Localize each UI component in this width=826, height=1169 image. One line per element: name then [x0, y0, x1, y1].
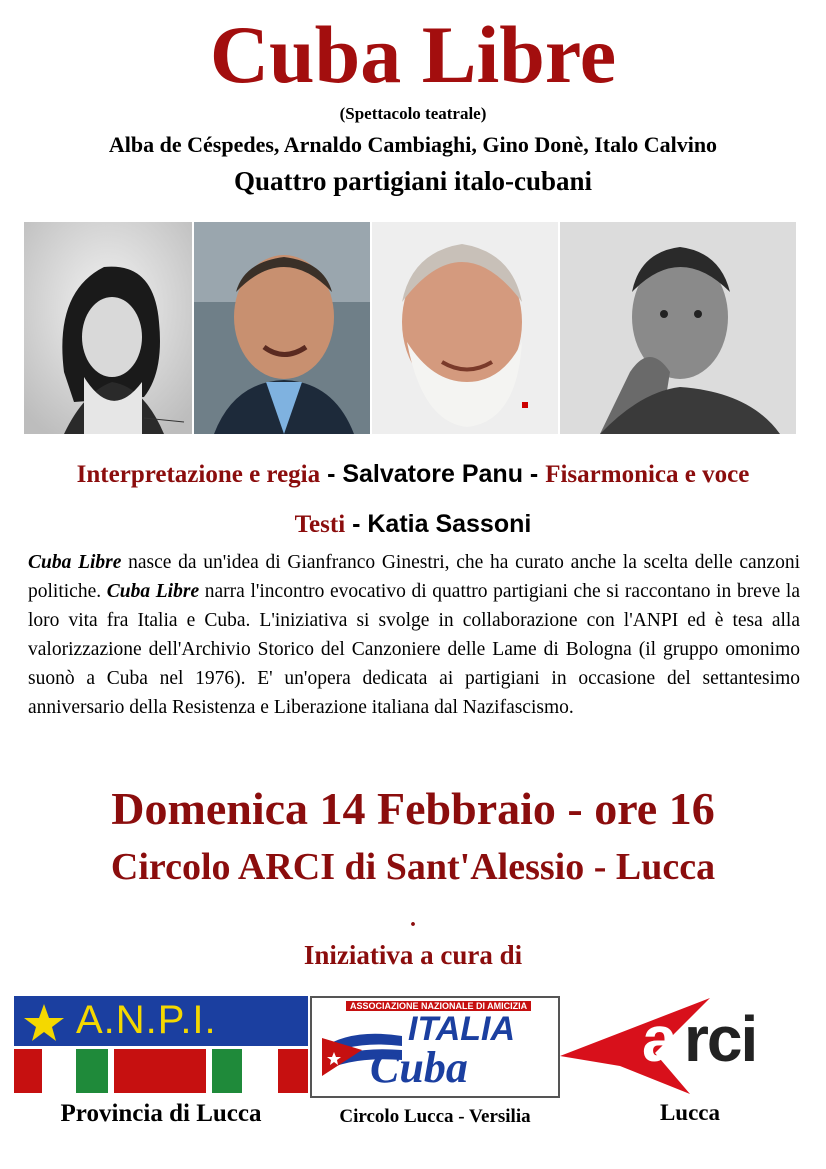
- portrait-smiling-man: [194, 222, 370, 434]
- credits-line-1: [0, 460, 826, 489]
- show-title-emphasis: Cuba Libre: [106, 581, 200, 602]
- credits-line-2: [0, 510, 826, 539]
- portrait-bearded-man: [372, 222, 558, 434]
- description-paragraph: [28, 548, 800, 722]
- arci-logo: [560, 998, 816, 1094]
- role-music: Fisarmonica e voce: [545, 461, 750, 488]
- anpi-caption: Provincia di Lucca: [60, 1100, 262, 1127]
- portrait-man-hand-on-chin: [560, 222, 796, 434]
- italia-cuba-caption: Circolo Lucca - Versilia: [339, 1106, 531, 1127]
- arci-wordmark-rci: rci: [684, 1003, 757, 1075]
- separator: -: [522, 460, 546, 488]
- italia-wordmark: ITALIA: [408, 1010, 516, 1048]
- description-text: narra l'incontro evocativo di quattro partigiani che si raccontano in breve la loro vita fra Italia e Cuba. L'iniziativa si svolge in collaborazione con l'ANPI ed è tesa alla valorizzazione dell'Archivio Storico del Canzoniere delle Lame di Bologna (il gruppo omonimo suonò a Cuba nel 1976). E' un'opera dedicata ai partigiani in occasione del settantesimo anniversario della Resistenza e Liberazione italiana dal Nazifascismo.: [28, 581, 800, 718]
- anpi-logo: [14, 996, 308, 1096]
- anpi-wordmark: A.N.P.I.: [76, 998, 217, 1042]
- separator-dot: .: [410, 906, 416, 932]
- portrait-strip: [24, 222, 796, 434]
- show-title-emphasis: Cuba Libre: [28, 552, 122, 573]
- event-venue: Circolo ARCI di Sant'Alessio - Lucca: [110, 846, 716, 888]
- performer-name: Salvatore Panu: [342, 460, 523, 488]
- role-direction: Interpretazione e regia: [76, 461, 321, 488]
- author-name: Katia Sassoni: [367, 510, 532, 538]
- separator: -: [320, 460, 343, 488]
- association-banner: ASSOCIAZIONE NAZIONALE DI AMICIZIA: [346, 1001, 531, 1011]
- role-texts: Testi: [294, 511, 346, 538]
- arci-wordmark-a: a: [642, 1003, 676, 1075]
- arci-caption: Lucca: [659, 1100, 721, 1125]
- cuba-wordmark: Cuba: [370, 1043, 468, 1092]
- separator: -: [345, 510, 368, 538]
- description-text: nasce da un'idea di Gianfranco Ginestri, che ha curato anche la scelta delle canzoni politiche.: [28, 552, 800, 602]
- portrait-woman: [24, 222, 192, 434]
- organized-by-label: Iniziativa a cura di: [303, 940, 523, 970]
- genre-label: (Spettacolo teatrale): [339, 104, 487, 123]
- poster-title: Cuba Libre: [209, 9, 617, 100]
- poster-subtitle: Quattro partigiani italo-cubani: [233, 166, 593, 196]
- event-date: Domenica 14 Febbraio - ore 16: [111, 783, 715, 834]
- italia-cuba-logo: [310, 996, 560, 1098]
- partisan-names: Alba de Céspedes, Arnaldo Cambiaghi, Gino Donè, Italo Calvino: [108, 132, 718, 157]
